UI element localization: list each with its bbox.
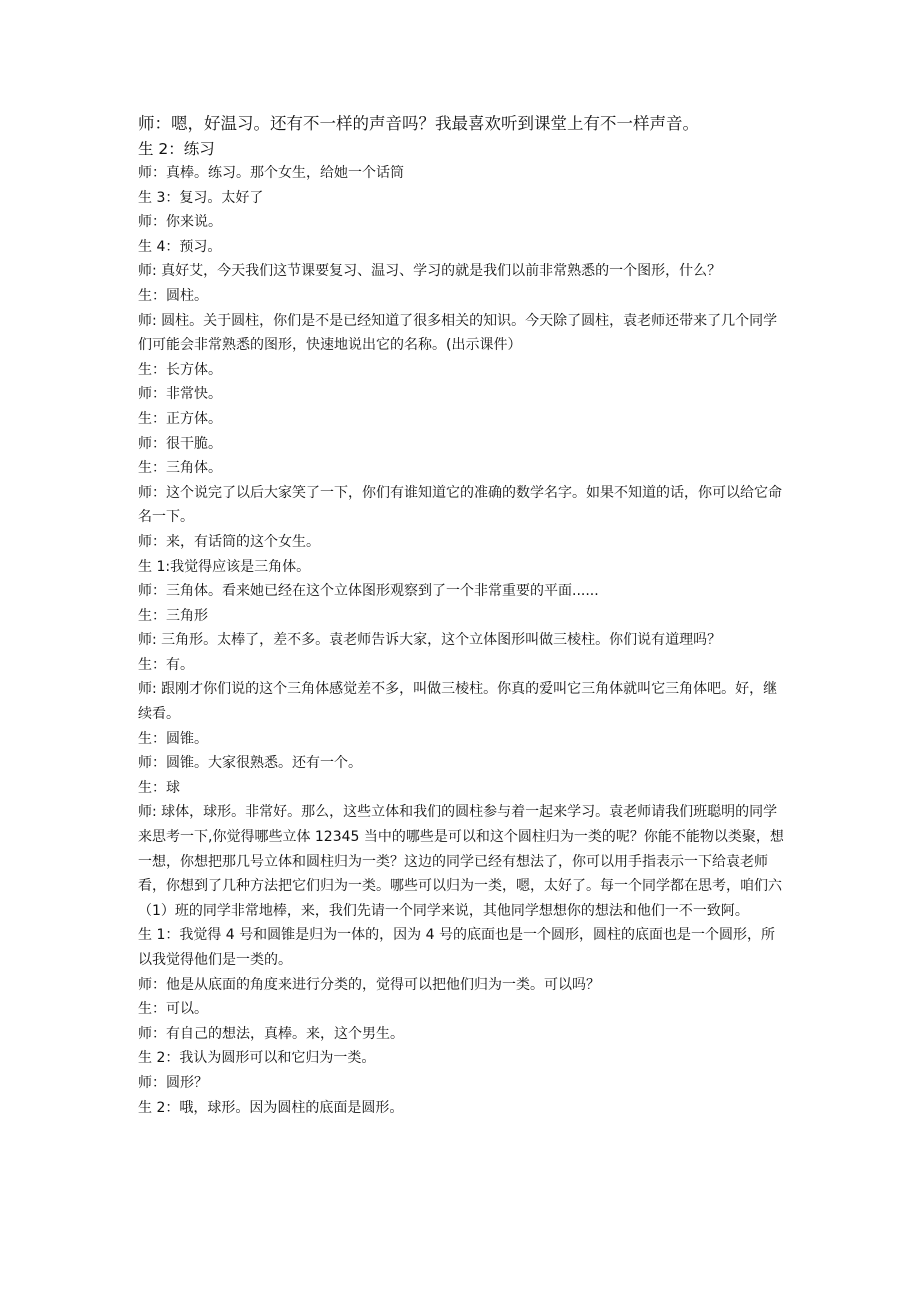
transcript-line: 师：有自己的想法，真棒。来，这个男生。 (138, 1025, 404, 1042)
transcript-line: 师：很干脆。 (138, 435, 222, 452)
transcript-line: 生 2：哦，球形。因为圆柱的底面是圆形。 (138, 1099, 404, 1116)
transcript-line: 生 2：练习 (138, 140, 215, 158)
transcript-line: 生 3：复习。太好了 (138, 189, 264, 206)
transcript-line: 生 1:我觉得应该是三角体。 (138, 558, 311, 575)
transcript-line: 师：三角体。看来她已经在这个立体图形观察到了一个非常重要的平面...... (138, 583, 599, 600)
transcript-line: 生 1：我觉得 4 号和圆锥是归为一体的，因为 4 号的底面也是一个圆形，圆柱的底面也是一个圆形，所以我觉得他们是一类的。 (138, 927, 775, 968)
transcript-line: 师: 圆柱。关于圆柱，你们是不是已经知道了很多相关的知识。今天除了圆柱，袁老师还带来了几个同学们可能会非常熟悉的图形，快速地说出它的名称。(出示课件） (138, 312, 778, 354)
transcript-line: 生：圆柱。 (138, 287, 208, 304)
transcript-line: 师：非常快。 (138, 386, 222, 403)
transcript-line: 师：这个说完了以后大家笑了一下，你们有谁知道它的准确的数学名字。如果不知道的话，你可以给它命名一下。 (138, 484, 782, 526)
transcript-line: 师：嗯，好温习。还有不一样的声音吗？我最喜欢听到课堂上有不一样声音。 (138, 114, 699, 133)
transcript-line: 生 2：我认为圆形可以和它归为一类。 (138, 1050, 376, 1067)
transcript-line: 师: 三角形。太棒了，差不多。袁老师告诉大家，这个立体图形叫做三棱柱。你们说有道理吗？ (138, 632, 722, 649)
transcript-line: 师: 球体，球形。非常好。那么，这些立体和我们的圆柱参与着一起来学习。袁老师请我们班聪明的同学来思考一下,你觉得哪些立体 12345 当中的哪些是可以和这个圆柱归为一类的呢？你能不能物以类聚，想一想，你想把那几号立体和圆柱归为一类？这边的同学已经有想法了，你可以用手指表示一下给袁老师看，你想到了几种方法把它们归为一类。哪些可以归为一类，嗯，太好了。每一个同学都在思考，咱们六（1）班的同学非常地棒，来，我们先请一个同学来说，其他同学想想你的想法和他们一不一致阿。 (138, 804, 784, 919)
transcript-line: 生：球 (138, 779, 180, 796)
transcript-line: 师：来，有话筒的这个女生。 (138, 533, 320, 550)
transcript-line: 生：有。 (138, 656, 194, 673)
transcript-line: 生：可以。 (138, 1001, 208, 1018)
transcript-line: 师：圆锥。大家很熟悉。还有一个。 (138, 755, 362, 772)
transcript-line: 生：三角形 (138, 607, 208, 624)
transcript-line: 师：你来说。 (138, 214, 222, 231)
transcript-line: 生：正方体。 (138, 410, 222, 427)
transcript-line: 生：三角体。 (138, 460, 222, 477)
transcript-line: 生 4：预习。 (138, 238, 222, 255)
transcript-line: 生：圆锥。 (138, 730, 208, 747)
transcript-line: 师：真棒。练习。那个女生，给她一个话筒 (138, 165, 404, 181)
transcript-line: 师: 真好艾，今天我们这节课要复习、温习、学习的就是我们以前非常熟悉的一个图形，什么？ (138, 263, 722, 280)
transcript-line: 师: 跟刚才你们说的这个三角体感觉差不多，叫做三棱柱。你真的爱叫它三角体就叫它三角体吧。好，继续看。 (138, 681, 778, 723)
transcript-line: 师：他是从底面的角度来进行分类的，觉得可以把他们归为一类。可以吗？ (138, 976, 600, 993)
document-page (138, 110, 786, 1120)
transcript-line: 生：长方体。 (138, 361, 222, 378)
transcript-line: 师：圆形？ (138, 1074, 208, 1091)
